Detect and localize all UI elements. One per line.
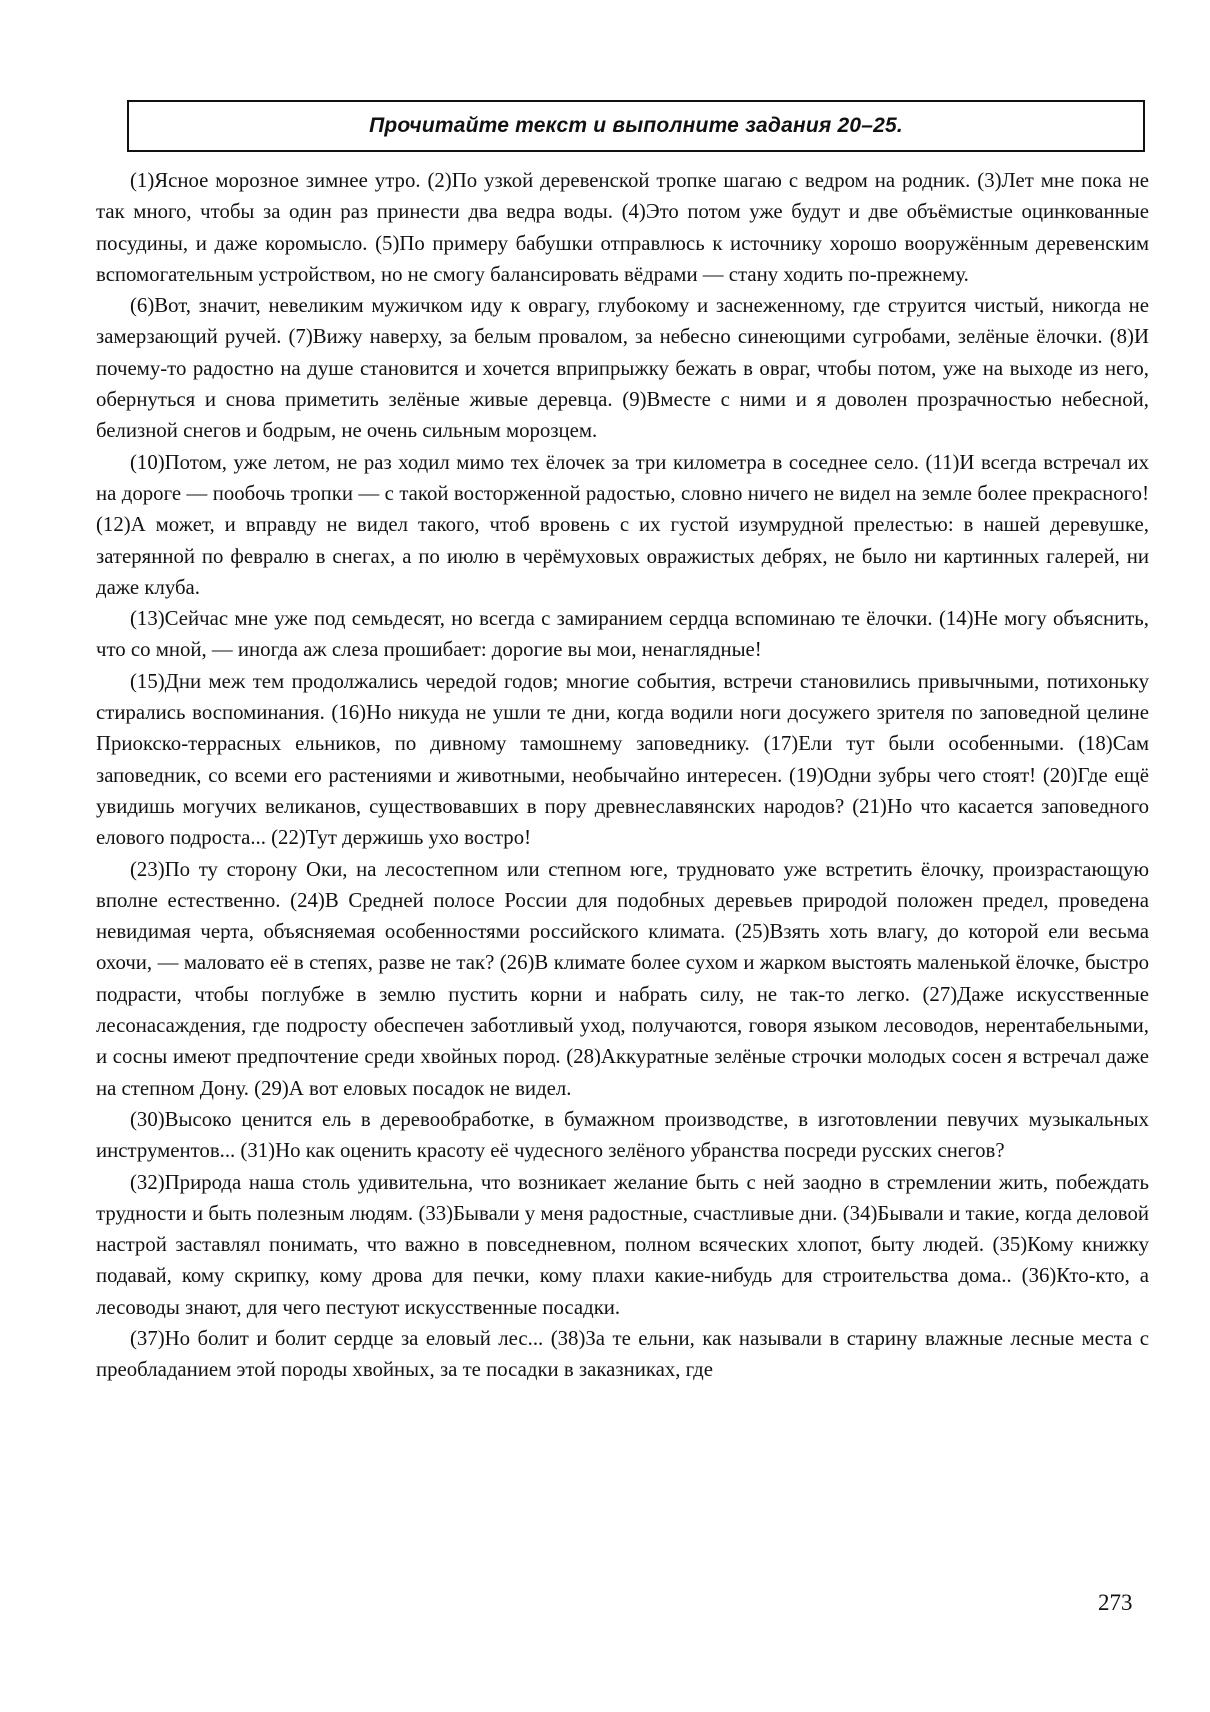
paragraph: (10)Потом, уже летом, не раз ходил мимо тех ёлочек за три километра в соседнее село. (11)И всегда встречал их на дороге — пообочь тропки — с такой восторженной радостью, словно ничего не видел на земле более прекрасного! (12)А может, и вправду не видел такого, чтоб вровень с их густой изумрудной прелестью: в нашей деревушке, затерянной по февралю в снегах, а по июлю в черёмуховых овражистых дебрях, не было ни картинных галерей, ни даже клуба. bbox=[96, 450, 1149, 599]
text-body bbox=[96, 165, 1149, 1386]
paragraph: (1)Ясное морозное зимнее утро. (2)По узкой деревенской тропке шагаю с ведром на родник. (3)Лет мне пока не так много, чтобы за один раз принести два ведра воды. (4)Это потом уже будут и две объёмистые оцинкованные посудины, и даже коромысло. (5)По примеру бабушки отправлюсь к источнику хорошо вооружённым деревенским вспомогательным устройством, но не смогу балансировать вёдрами — стану ходить по-прежнему. bbox=[96, 169, 1149, 286]
paragraph: (37)Но болит и болит сердце за еловый лес... (38)За те ельни, как называли в старину влажные лесные места с преобладанием этой породы хвойных, за те посадки в заказниках, где bbox=[96, 1326, 1149, 1382]
page-number: 273 bbox=[1098, 1590, 1133, 1615]
paragraph: (13)Сейчас мне уже под семьдесят, но всегда с замиранием сердца вспоминаю те ёлочки. (14)Не могу объяснить, что со мной, — иногда аж слеза прошибает: дорогие вы мои, ненаглядные! bbox=[96, 607, 1149, 662]
paragraph: (6)Вот, значит, невеликим мужичком иду к оврагу, глубокому и заснеженному, где струится чистый, никогда не замерзающий ручей. (7)Вижу наверху, за белым провалом, за небесно синеющими сугробами, зелёные ёлочки. (8)И почему-то радостно на душе становится и хочется вприпрыжку бежать в овраг, чтобы потом, уже на выходе из него, обернуться и снова приметить зелёные живые деревца. (9)Вместе с ними и я доволен прозрачностью небесной, белизной снегов и бодрым, не очень сильным морозцем. bbox=[96, 294, 1149, 443]
paragraph: (32)Природа наша столь удивительна, что возникает желание быть с ней заодно в стремлении жить, побеждать трудности и быть полезным людям. (33)Бывали у меня радостные, счастливые дни. (34)Бывали и такие, когда деловой настрой заставлял понимать, что важно в повседневном, полном всяческих хлопот, быту людей. (35)Кому книжку подавай, кому скрипку, кому дрова для печки, кому плахи какие-нибудь для строительства дома.. (36)Кто-кто, а лесоводы знают, для чего пестуют искусственные посадки. bbox=[96, 1170, 1149, 1319]
paragraph: (23)По ту сторону Оки, на лесостепном или степном юге, трудновато уже встретить ёлочку, произрастающую вполне естественно. (24)В Средней полосе России для подобных деревьев природой положен предел, проведена невидимая черта, объясняемая особенностями российского климата. (25)Взять хоть влагу, до которой ели весьма охочи, — маловато её в степях, разве не так? (26)В климате более сухом и жарком выстоять маленькой ёлочке, быстро подрасти, чтобы поглубже в землю пустить корни и набрать силу, не так-то легко. (27)Даже искусственные лесонасаждения, где подросту обеспечен заботливый уход, получаются, говоря языком лесоводов, нерентабельными, и сосны имеют предпочтение среди хвойных пород. (28)Аккуратные зелёные строчки молодых сосен я встречал даже на степном Дону. (29)А вот еловых посадок не видел. bbox=[96, 857, 1149, 1100]
task-header-title: Прочитайте текст и выполните задания 20–25. bbox=[369, 114, 903, 137]
paragraph: (15)Дни меж тем продолжались чередой годов; многие события, встречи становились привычными, потихоньку стирались воспоминания. (16)Но никуда не ушли те дни, когда водили ноги досужего зрителя по заповедной целине Приокско-террасных ельников, по дивному тамошнему заповеднику. (17)Ели тут были особенными. (18)Сам заповедник, со всеми его растениями и животными, необычайно интересен. (19)Одни зубры чего стоят! (20)Где ещё увидишь могучих великанов, существовавших в пору древнеславянских народов? (21)Но что касается заповедного елового подроста... (22)Тут держишь ухо востро! bbox=[96, 669, 1149, 850]
task-header-box bbox=[127, 100, 1145, 152]
paragraph: (30)Высоко ценится ель в деревообработке, в бумажном производстве, в изготовлении певучих музыкальных инструментов... (31)Но как оценить красоту её чудесного зелёного убранства посреди русских снегов? bbox=[96, 1107, 1149, 1163]
